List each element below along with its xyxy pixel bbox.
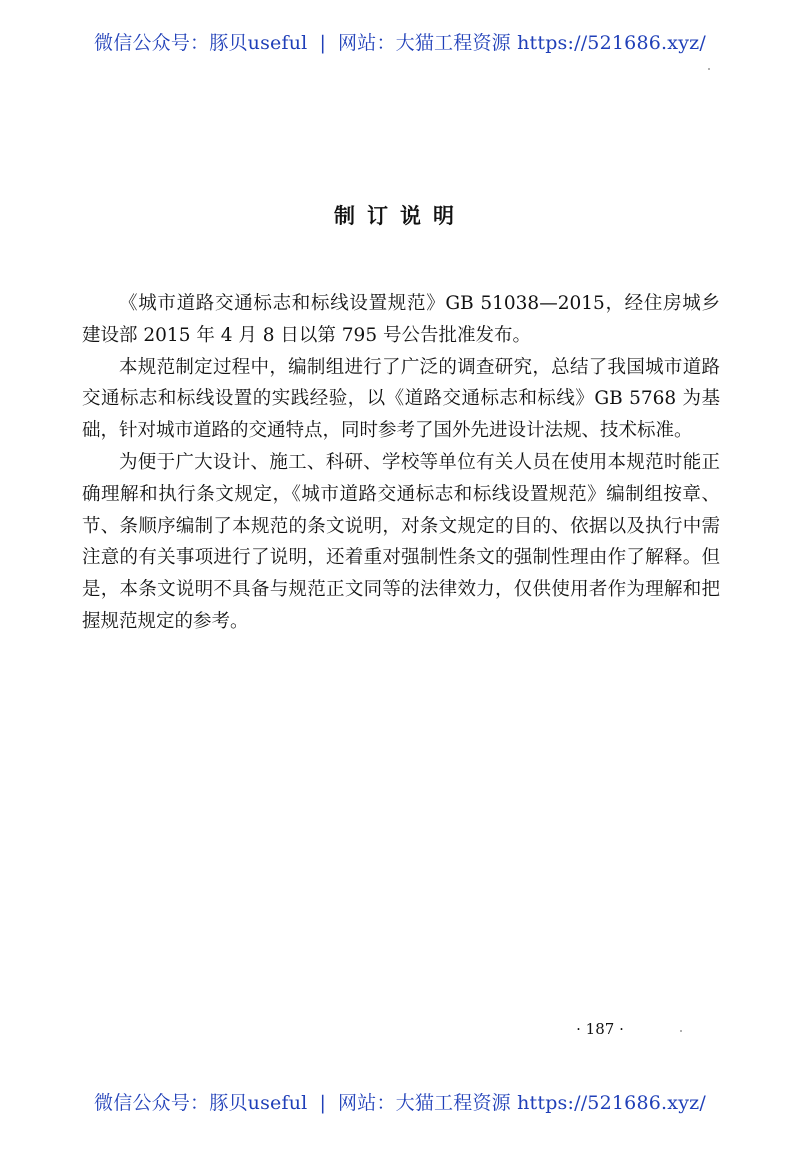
watermark-header [0,28,800,55]
paragraph-1: 《城市道路交通标志和标线设置规范》GB 51038—2015，经住房城乡建设部 2015 年 4 月 8 日以第 795 号公告批准发布。 [82,293,720,346]
page-number: · 187 · [576,1020,624,1038]
paragraph-2: 本规范制定过程中，编制组进行了广泛的调查研究，总结了我国城市道路交通标志和标线设置的实践经验，以《道路交通标志和标线》GB 5768 为基础，针对城市道路的交通特点，同时参考了国外先进设计法规、技术标准。 [82,356,720,442]
watermark-site-label: 网站：大猫工程资源 https://521686.xyz/ [338,1092,706,1114]
watermark-site-label: 网站：大猫工程资源 https://521686.xyz/ [338,32,706,54]
watermark-separator: | [319,32,327,54]
watermark-wechat-label: 微信公众号：豚贝useful [94,32,308,54]
watermark-separator: | [319,1092,327,1114]
document-title: 制订说明 [334,204,466,228]
scan-speck [708,68,710,70]
watermark-wechat-label: 微信公众号：豚贝useful [94,1092,308,1114]
scan-speck [680,1030,682,1032]
watermark-footer [0,1088,800,1115]
document-body [82,288,720,638]
paragraph-3: 为便于广大设计、施工、科研、学校等单位有关人员在使用本规范时能正确理解和执行条文规定，《城市道路交通标志和标线设置规范》编制组按章、节、条顺序编制了本规范的条文说明，对条文规定的目的、依据以及执行中需注意的有关事项进行了说明，还着重对强制性条文的强制性理由作了解释。但是，本条文说明不具备与规范正文同等的法律效力，仅供使用者作为理解和把握规范规定的参考。 [82,451,720,632]
